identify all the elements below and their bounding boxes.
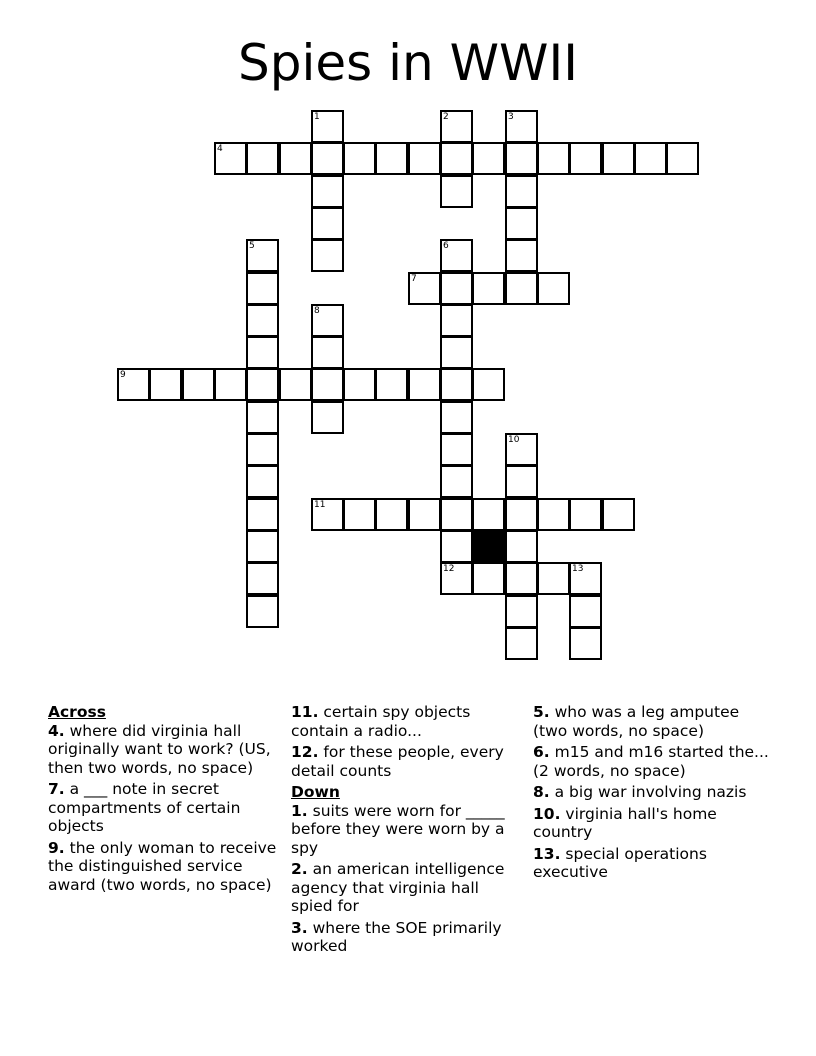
clue-across-7: [48, 780, 280, 836]
clue-down-6: [533, 743, 773, 780]
grid-cell[interactable]: [311, 401, 344, 434]
grid-cell[interactable]: [311, 498, 344, 531]
clue-text: the only woman to receive the distinguished service award (two words, no space): [48, 838, 277, 894]
grid-cell[interactable]: [472, 368, 505, 401]
grid-cell[interactable]: [634, 142, 667, 175]
clue-down-1: [291, 802, 523, 858]
grid-cell[interactable]: [505, 272, 538, 305]
grid-cell[interactable]: [666, 142, 699, 175]
clue-text: a ___ note in secret compartments of certain objects: [48, 780, 241, 835]
clue-text: special operations executive: [533, 844, 707, 881]
grid-cell[interactable]: [182, 368, 215, 401]
grid-cell[interactable]: [569, 562, 602, 595]
grid-cell[interactable]: [440, 562, 473, 595]
grid-cell[interactable]: [375, 142, 408, 175]
grid-cell[interactable]: [408, 142, 441, 175]
grid-cell[interactable]: [311, 239, 344, 272]
grid-cell[interactable]: [246, 336, 279, 369]
grid-cell[interactable]: [440, 142, 473, 175]
cell-number: 3: [508, 112, 514, 122]
grid-cell[interactable]: [505, 627, 538, 660]
grid-cell[interactable]: [246, 530, 279, 563]
grid-cell[interactable]: [149, 368, 182, 401]
grid-cell[interactable]: [602, 142, 635, 175]
grid-cell[interactable]: [343, 142, 376, 175]
clue-down-3: [291, 919, 523, 956]
clue-down-5: [533, 703, 773, 740]
grid-cell[interactable]: [537, 272, 570, 305]
grid-cell[interactable]: [440, 401, 473, 434]
clue-down-13: [533, 845, 773, 882]
grid-cell[interactable]: [440, 530, 473, 563]
grid-cell[interactable]: [246, 465, 279, 498]
grid-cell[interactable]: [569, 142, 602, 175]
cell-number: 10: [508, 435, 520, 445]
grid-cell[interactable]: [505, 433, 538, 466]
clue-number: 4.: [48, 721, 65, 740]
clue-down-10: [533, 805, 773, 842]
grid-cell[interactable]: [440, 175, 473, 208]
grid-cell[interactable]: [537, 142, 570, 175]
grid-cell[interactable]: [440, 304, 473, 337]
clue-text: where the SOE primarily worked: [291, 918, 502, 955]
cell-number: 1: [314, 112, 320, 122]
clue-text: certain spy objects contain a radio...: [291, 703, 471, 740]
grid-cell[interactable]: [246, 595, 279, 628]
grid-cell[interactable]: [375, 368, 408, 401]
grid-cell[interactable]: [311, 304, 344, 337]
clue-text: for these people, every detail counts: [291, 743, 504, 780]
clue-number: 13.: [533, 844, 561, 863]
grid-cell[interactable]: [214, 142, 247, 175]
grid-cell[interactable]: [440, 498, 473, 531]
grid-cell[interactable]: [343, 368, 376, 401]
cell-number: 12: [443, 564, 455, 574]
grid-cell[interactable]: [505, 110, 538, 143]
clue-down-2: [291, 860, 523, 916]
grid-cell[interactable]: [472, 498, 505, 531]
grid-cell[interactable]: [311, 336, 344, 369]
down-heading: Down: [291, 783, 340, 801]
grid-cell[interactable]: [408, 368, 441, 401]
grid-cell[interactable]: [343, 498, 376, 531]
clue-across-11: [291, 703, 523, 740]
grid-cell[interactable]: [214, 368, 247, 401]
clue-column-3: [533, 703, 773, 885]
clue-number: 12.: [291, 743, 319, 761]
grid-cell[interactable]: [408, 498, 441, 531]
clue-number: 3.: [291, 918, 308, 937]
cell-number: 11: [314, 500, 326, 510]
grid-cell[interactable]: [505, 207, 538, 240]
cell-number: 4: [217, 144, 223, 154]
grid-cell[interactable]: [505, 562, 538, 595]
grid-cell[interactable]: [311, 110, 344, 143]
grid-cell[interactable]: [505, 239, 538, 272]
clue-number: 10.: [533, 804, 561, 823]
clue-column-1: [48, 703, 280, 897]
cell-number: 9: [120, 370, 126, 380]
grid-cell[interactable]: [279, 368, 312, 401]
clue-column-2: [291, 703, 523, 959]
grid-cell[interactable]: [569, 595, 602, 628]
clue-text: suits were worn for _____ before they were worn by a spy: [291, 801, 505, 857]
clue-text: virginia hall's home country: [533, 804, 717, 841]
black-cell: [472, 530, 505, 563]
clue-across-9: [48, 839, 280, 895]
grid-cell[interactable]: [505, 175, 538, 208]
grid-cell[interactable]: [505, 595, 538, 628]
grid-cell[interactable]: [246, 368, 279, 401]
clue-across-12: [291, 743, 523, 780]
clue-number: 7.: [48, 780, 65, 798]
clue-number: 11.: [291, 703, 319, 721]
grid-cell[interactable]: [505, 465, 538, 498]
grid-cell[interactable]: [569, 627, 602, 660]
grid-cell[interactable]: [408, 272, 441, 305]
grid-cell[interactable]: [246, 562, 279, 595]
grid-cell[interactable]: [537, 498, 570, 531]
cell-number: 8: [314, 306, 320, 316]
clue-across-4: [48, 722, 280, 778]
across-heading: Across: [48, 703, 106, 721]
grid-cell[interactable]: [246, 433, 279, 466]
grid-cell[interactable]: [246, 142, 279, 175]
clue-text: who was a leg amputee (two words, no space): [533, 703, 740, 740]
clue-number: 8.: [533, 783, 550, 801]
clue-text: an american intelligence agency that virginia hall spied for: [291, 860, 505, 915]
grid-cell[interactable]: [311, 368, 344, 401]
grid-cell[interactable]: [246, 304, 279, 337]
grid-cell[interactable]: [440, 368, 473, 401]
grid-cell[interactable]: [472, 562, 505, 595]
grid-cell[interactable]: [505, 530, 538, 563]
cell-number: 2: [443, 112, 449, 122]
grid-cell[interactable]: [472, 272, 505, 305]
grid-cell[interactable]: [569, 498, 602, 531]
clue-number: 2.: [291, 860, 308, 878]
grid-cell[interactable]: [311, 175, 344, 208]
clue-text: m15 and m16 started the...(2 words, no space): [533, 743, 769, 780]
clue-number: 1.: [291, 801, 308, 820]
grid-cell[interactable]: [440, 465, 473, 498]
grid-cell[interactable]: [537, 562, 570, 595]
grid-cell[interactable]: [505, 142, 538, 175]
grid-cell[interactable]: [440, 110, 473, 143]
clue-number: 6.: [533, 743, 550, 761]
clue-down-8: [533, 783, 773, 802]
cell-number: 6: [443, 241, 449, 251]
cell-number: 7: [411, 274, 417, 284]
grid-cell[interactable]: [246, 401, 279, 434]
clue-text: where did virginia hall originally want to work? (US, then two words, no space): [48, 721, 271, 777]
grid-cell[interactable]: [311, 142, 344, 175]
grid-cell[interactable]: [505, 498, 538, 531]
cell-number: 5: [249, 241, 255, 251]
clue-text: a big war involving nazis: [554, 783, 747, 801]
clue-number: 9.: [48, 838, 65, 857]
clue-number: 5.: [533, 703, 550, 721]
grid-cell[interactable]: [440, 433, 473, 466]
puzzle-title: Spies in WWII: [238, 34, 578, 92]
grid-cell[interactable]: [246, 498, 279, 531]
grid-cell[interactable]: [440, 239, 473, 272]
grid-cell[interactable]: [602, 498, 635, 531]
cell-number: 13: [572, 564, 584, 574]
grid-cell[interactable]: [246, 239, 279, 272]
grid-cell[interactable]: [246, 272, 279, 305]
grid-cell[interactable]: [117, 368, 150, 401]
grid-cell[interactable]: [472, 142, 505, 175]
grid-cell[interactable]: [440, 272, 473, 305]
grid-cell[interactable]: [440, 336, 473, 369]
grid-cell[interactable]: [279, 142, 312, 175]
grid-cell[interactable]: [375, 498, 408, 531]
grid-cell[interactable]: [311, 207, 344, 240]
